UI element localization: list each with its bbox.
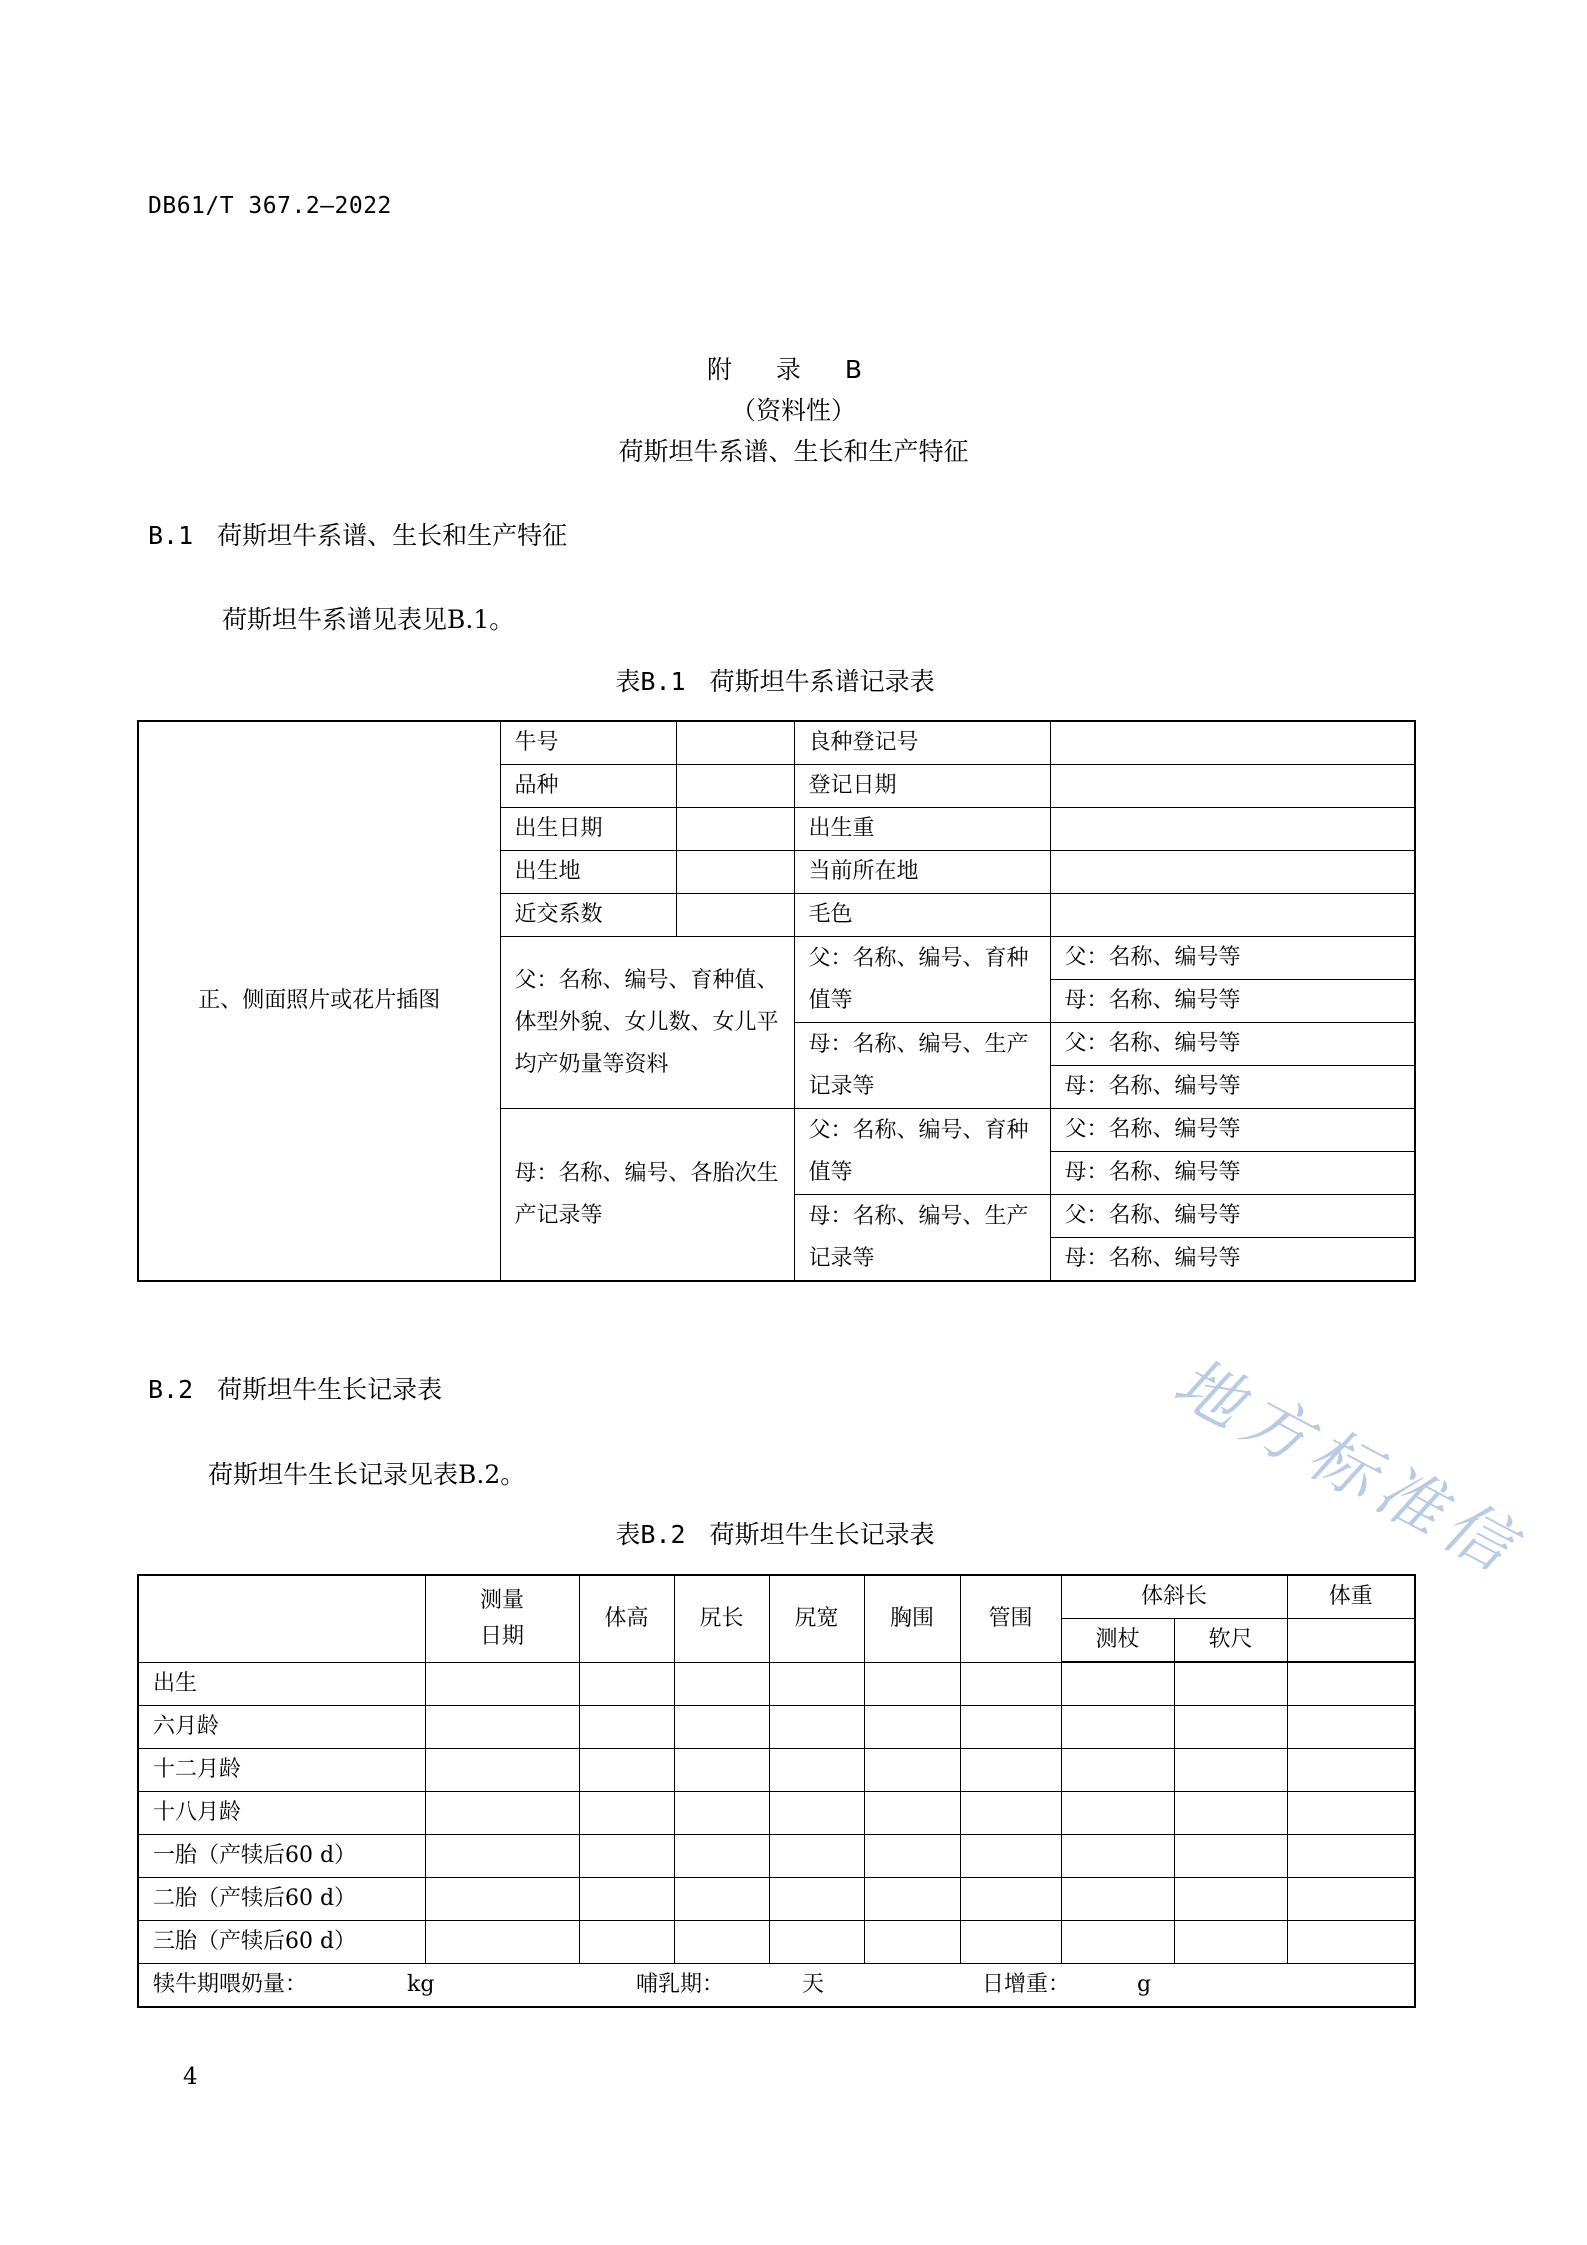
table-row (138, 721, 1415, 765)
row-label: 十二月龄 (138, 1749, 425, 1792)
appendix-subtitle: （资料性） (730, 396, 856, 425)
row-label: 六月龄 (138, 1706, 425, 1749)
table-title: 荷斯坦牛生长记录表 (709, 1520, 935, 1549)
document-code: DB61/T 367.2—2022 (148, 193, 392, 219)
section-body-b2: 荷斯坦牛生长记录见表B.2。 (208, 1460, 526, 1489)
row-label: 三胎（产犊后60 d） (138, 1921, 425, 1964)
grand-dam-cell: 母：名称、编号、生产记录等 (794, 1195, 1050, 1282)
field-value (676, 808, 794, 851)
growth-table (137, 1574, 1416, 2008)
great-sire-cell: 父：名称、编号等 (1050, 1195, 1415, 1238)
header-height: 体高 (579, 1575, 674, 1662)
milk-label: 犊牛期喂奶量： (153, 1972, 308, 1997)
field-value (1050, 851, 1415, 894)
great-dam-cell: 母：名称、编号等 (1050, 1238, 1415, 1282)
header-weight-blank (1287, 1619, 1415, 1663)
lactation-unit: 天 (802, 1972, 825, 1997)
field-label: 毛色 (794, 894, 1050, 937)
section-title: 荷斯坦牛生长记录表 (217, 1375, 443, 1404)
row-label: 二胎（产犊后60 d） (138, 1878, 425, 1921)
table-header-row (138, 1575, 1415, 1619)
great-dam-cell: 母：名称、编号等 (1050, 1152, 1415, 1195)
header-measure-date: 测量 日期 (425, 1575, 579, 1662)
table-row (138, 1878, 1415, 1921)
table-footer-row (138, 1964, 1415, 2008)
field-value (1050, 894, 1415, 937)
page-number: 4 (183, 2064, 198, 2090)
table1-caption (0, 662, 1550, 698)
field-value (676, 721, 794, 765)
field-label: 良种登记号 (794, 721, 1050, 765)
field-value (676, 765, 794, 808)
header-rump-width: 尻宽 (769, 1575, 864, 1662)
appendix-title: 附 录 B (706, 355, 881, 384)
great-sire-cell: 父：名称、编号等 (1050, 1109, 1415, 1152)
header-weight: 体重 (1287, 1575, 1415, 1619)
field-label: 近交系数 (500, 894, 676, 937)
field-label: 出生地 (500, 851, 676, 894)
table-number: 表B.1 (615, 667, 686, 696)
table-row (138, 1921, 1415, 1964)
section-number: B.1 (148, 521, 194, 550)
section-heading-b2 (148, 1370, 442, 1406)
sire-cell: 父：名称、编号、育种值、体型外貌、女儿数、女儿平均产奶量等资料 (500, 937, 794, 1109)
table-number: 表B.2 (615, 1520, 686, 1549)
appendix-name: 荷斯坦牛系谱、生长和生产特征 (618, 437, 969, 466)
table-row (138, 1749, 1415, 1792)
section-number: B.2 (148, 1375, 194, 1404)
header-blank (138, 1575, 425, 1662)
photo-cell: 正、侧面照片或花片插图 (138, 721, 500, 1281)
field-label: 登记日期 (794, 765, 1050, 808)
header-stick: 测杖 (1061, 1619, 1174, 1663)
grand-dam-cell: 母：名称、编号、生产记录等 (794, 1023, 1050, 1109)
gain-unit: g (1137, 1972, 1152, 1997)
watermark: 地方标准信 (1161, 1343, 1534, 1590)
row-label: 一胎（产犊后60 d） (138, 1835, 425, 1878)
field-value (676, 851, 794, 894)
field-value (676, 894, 794, 937)
header-cannon: 管围 (960, 1575, 1061, 1662)
lactation-label: 哺乳期： (636, 1972, 725, 1997)
great-sire-cell: 父：名称、编号等 (1050, 937, 1415, 980)
milk-unit: kg (407, 1972, 435, 1997)
gain-label: 日增重： (982, 1972, 1071, 1997)
section-heading-b1 (148, 516, 567, 552)
field-value (1050, 765, 1415, 808)
great-dam-cell: 母：名称、编号等 (1050, 1066, 1415, 1109)
footer-cell (138, 1964, 1415, 2008)
header-tape: 软尺 (1174, 1619, 1287, 1663)
field-label: 当前所在地 (794, 851, 1050, 894)
great-dam-cell: 母：名称、编号等 (1050, 980, 1415, 1023)
field-value (1050, 808, 1415, 851)
table-title: 荷斯坦牛系谱记录表 (709, 667, 935, 696)
grand-sire-cell: 父：名称、编号、育种值等 (794, 1109, 1050, 1195)
header-chest: 胸围 (864, 1575, 960, 1662)
pedigree-table (137, 720, 1416, 1282)
great-sire-cell: 父：名称、编号等 (1050, 1023, 1415, 1066)
table-row (138, 1835, 1415, 1878)
row-label: 出生 (138, 1662, 425, 1706)
table-row (138, 1792, 1415, 1835)
header-rump-length: 尻长 (674, 1575, 769, 1662)
section-body-b1: 荷斯坦牛系谱见表见B.1。 (222, 605, 515, 634)
field-label: 出生日期 (500, 808, 676, 851)
field-label: 牛号 (500, 721, 676, 765)
grand-sire-cell: 父：名称、编号、育种值等 (794, 937, 1050, 1023)
field-value (1050, 721, 1415, 765)
field-label: 品种 (500, 765, 676, 808)
header-body-length: 体斜长 (1061, 1575, 1287, 1619)
table2-caption (0, 1515, 1550, 1551)
dam-cell: 母：名称、编号、各胎次生产记录等 (500, 1109, 794, 1282)
table-row (138, 1706, 1415, 1749)
table-row (138, 1662, 1415, 1706)
field-label: 出生重 (794, 808, 1050, 851)
row-label: 十八月龄 (138, 1792, 425, 1835)
section-title: 荷斯坦牛系谱、生长和生产特征 (217, 521, 568, 550)
